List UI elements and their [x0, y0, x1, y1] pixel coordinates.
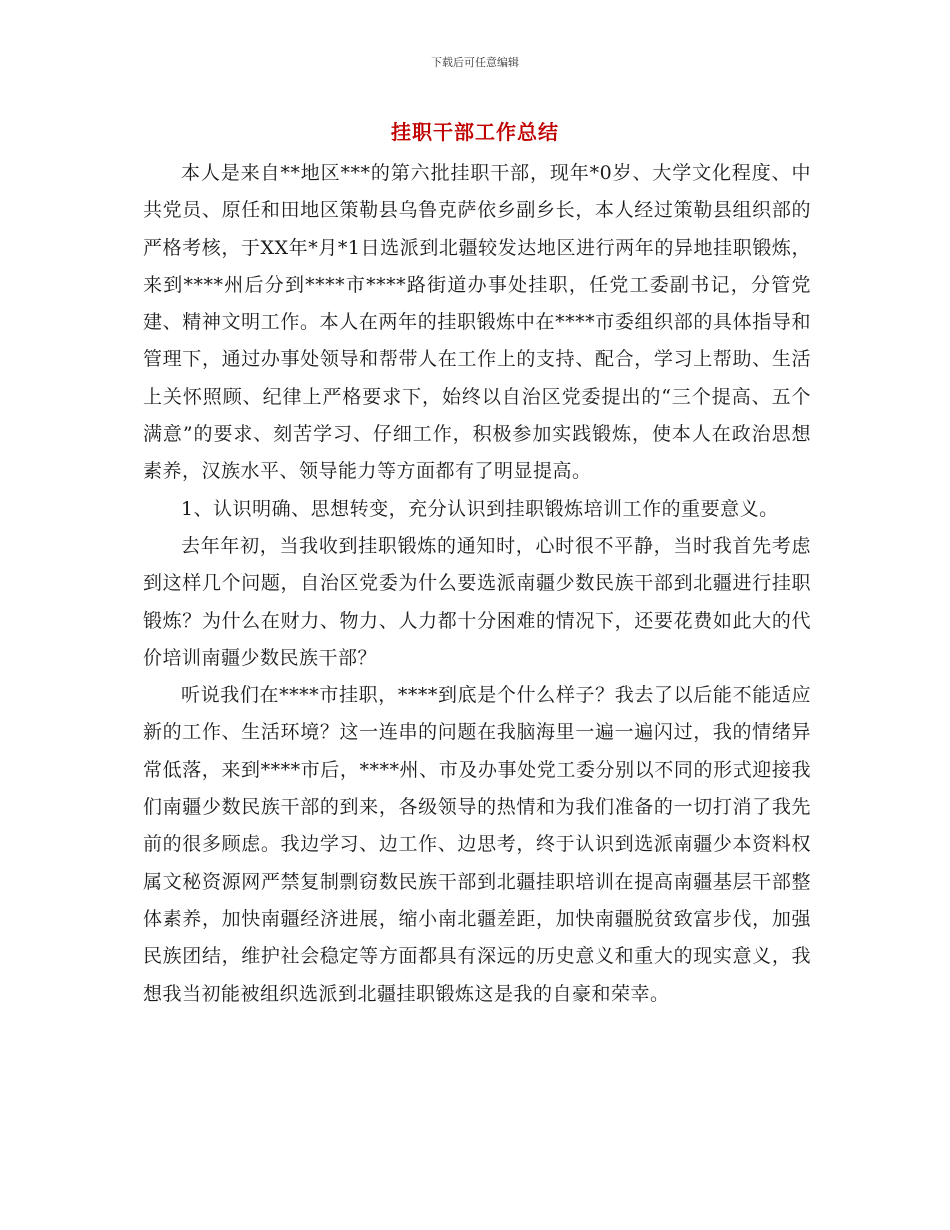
paragraph-heard: 听说我们在****市挂职，****到底是个什么样子？我去了以后能不能适应新的工作、生活环境？这一连串的问题在我脑海里一遍一遍闪过，我的情绪异常低落，来到****市后，****州、市及办事处党工委分别以不同的形式迎接我们南疆少数民族干部的到来，各级领导的热情和为我们准备的一切打消了我先前的很多顾虑。我边学习、边工作、边思考，终于认识到选派南疆少本资料权属文秘资源网严禁复制剽窃数民族干部到北疆挂职培训在提高南疆基层干部整体素养，加快南疆经济进展，缩小南北疆差距，加快南疆脱贫致富步伐，加强民族团结，维护社会稳定等方面都具有深远的历史意义和重大的现实意义，我想我当初能被组织选派到北疆挂职锻炼这是我的自豪和荣幸。	[143, 684, 811, 1005]
paragraph-section-1-heading: 1、认识明确、思想转变，充分认识到挂职锻炼培训工作的重要意义。	[181, 497, 779, 520]
document-body	[143, 155, 811, 1013]
document-title: 挂职干部工作总结	[391, 120, 559, 144]
page-header-note: 下载后可任意编辑	[431, 56, 519, 69]
paragraph-last-year: 去年年初，当我收到挂职锻炼的通知时，心时很不平静，当时我首先考虑到这样几个问题，自治区党委为什么要选派南疆少数民族干部到北疆进行挂职锻炼？为什么在财力、物力、人力都十分困难的情况下，还要花费如此大的代价培训南疆少数民族干部？	[143, 534, 811, 669]
paragraph-intro: 本人是来自**地区***的第六批挂职干部，现年*0岁、大学文化程度、中共党员、原任和田地区策勒县乌鲁克萨依乡副乡长，本人经过策勒县组织部的严格考核，于XX年*月*1日选派到北疆较发达地区进行两年的异地挂职锻炼，来到****州后分到****市****路街道办事处挂职，任党工委副书记，分管党建、精神文明工作。本人在两年的挂职锻炼中在****市委组织部的具体指导和管理下，通过办事处领导和帮带人在工作上的支持、配合，学习上帮助、生活上关怀照顾、纪律上严格要求下，始终以自治区党委提出的“三个提高、五个满意”的要求、刻苦学习、仔细工作，积极参加实践锻炼，使本人在政治思想素养，汉族水平、领导能力等方面都有了明显提高。	[143, 162, 811, 483]
